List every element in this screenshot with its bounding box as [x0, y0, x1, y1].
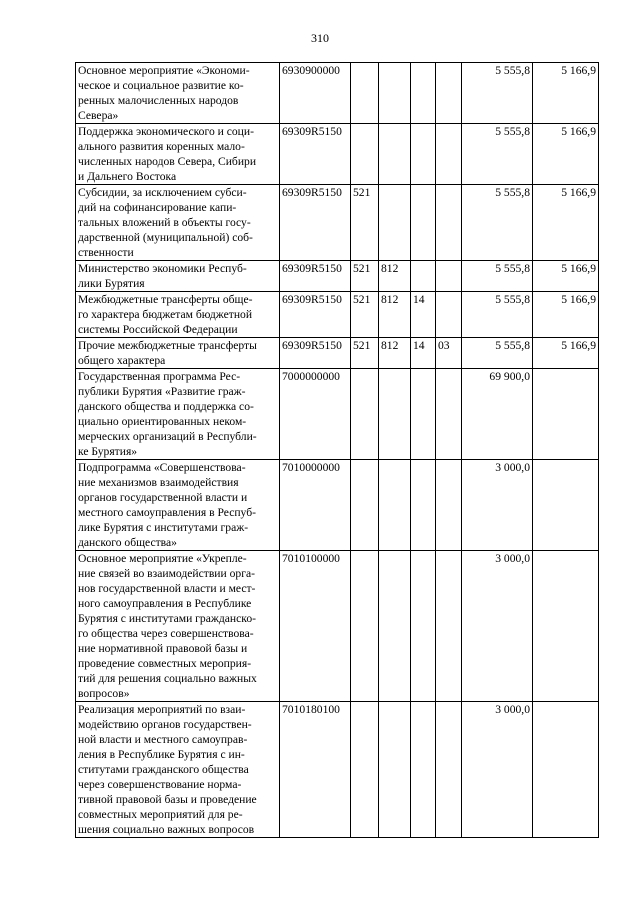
cell-item-name [76, 185, 280, 261]
cell-amount-1: 5 555,8 [462, 292, 533, 338]
item-name-line: ственности [78, 246, 134, 259]
cell-section [411, 185, 436, 261]
cell-target-article: 6930900000 [280, 63, 351, 124]
cell-expense-type [351, 551, 379, 702]
item-name-line: лике Бурятия с институтами граж- [78, 521, 249, 534]
item-name-line: дарственной (муниципальной) соб- [78, 231, 253, 244]
item-name-line: совместных мероприятий для ре- [78, 808, 243, 821]
item-name-line: численных народов Севера, Сибири [78, 155, 257, 168]
table-row [76, 460, 599, 551]
cell-expense-type: 521 [351, 261, 379, 292]
cell-item-name [76, 369, 280, 460]
cell-expense-type [351, 124, 379, 185]
cell-target-article: 69309R5150 [280, 185, 351, 261]
item-name-line: ние связей во взаимодействии орга- [78, 567, 255, 580]
item-name-line: публики Бурятия «Развитие граж- [78, 385, 246, 398]
cell-amount-1: 5 555,8 [462, 185, 533, 261]
item-name-line: ститутами гражданского общества [78, 763, 249, 776]
item-name-line: Основное мероприятие «Экономи- [78, 64, 250, 77]
item-name-line: общего характера [78, 354, 166, 367]
item-name-line: через совершенствование норма- [78, 778, 242, 791]
cell-ministry-code [379, 63, 411, 124]
item-name-line: ной власти и местного самоуправ- [78, 733, 248, 746]
cell-section: 14 [411, 338, 436, 369]
cell-subsection: 03 [436, 338, 462, 369]
cell-ministry-code [379, 124, 411, 185]
cell-expense-type: 521 [351, 292, 379, 338]
cell-expense-type: 521 [351, 338, 379, 369]
item-name-line: го характера бюджетам бюджетной [78, 308, 253, 321]
cell-target-article: 7000000000 [280, 369, 351, 460]
item-name-line: лики Бурятия [78, 277, 145, 290]
item-name-line: Субсидии, за исключением субси- [78, 186, 247, 199]
item-name-line: шения социально важных вопросов [78, 823, 255, 836]
table-row [76, 551, 599, 702]
item-name-line: органов государственной власти и [78, 491, 248, 504]
cell-expense-type [351, 460, 379, 551]
item-name-line: ренных малочисленных народов [78, 94, 239, 107]
cell-subsection [436, 460, 462, 551]
cell-amount-1: 5 555,8 [462, 124, 533, 185]
item-name-line: ления в Республике Бурятия с ин- [78, 748, 245, 761]
item-name-line: местного самоуправления в Респуб- [78, 506, 256, 519]
cell-section [411, 551, 436, 702]
table-row [76, 292, 599, 338]
cell-expense-type: 521 [351, 185, 379, 261]
table-body [76, 63, 599, 838]
cell-item-name [76, 338, 280, 369]
cell-subsection [436, 551, 462, 702]
cell-expense-type [351, 63, 379, 124]
cell-ministry-code: 812 [379, 292, 411, 338]
cell-ministry-code: 812 [379, 338, 411, 369]
cell-section [411, 460, 436, 551]
cell-amount-2: 5 166,9 [533, 185, 599, 261]
item-name-line: тий для решения социально важных [78, 672, 257, 685]
table-row [76, 124, 599, 185]
page-number: 310 [311, 31, 329, 45]
item-name-line: ального развития коренных мало- [78, 140, 245, 153]
item-name-line: системы Российской Федерации [78, 323, 238, 336]
cell-amount-1: 5 555,8 [462, 338, 533, 369]
item-name-line: Подпрограмма «Совершенствова- [78, 461, 246, 474]
cell-section: 14 [411, 292, 436, 338]
cell-subsection [436, 63, 462, 124]
cell-expense-type [351, 369, 379, 460]
item-name-line: циально ориентированных неком- [78, 415, 247, 428]
item-name-line: Реализация мероприятий по взаи- [78, 703, 246, 716]
cell-amount-2 [533, 460, 599, 551]
item-name-line: Поддержка экономического и соци- [78, 125, 254, 138]
item-name-line: Основное мероприятие «Укрепле- [78, 552, 247, 565]
cell-amount-2: 5 166,9 [533, 261, 599, 292]
item-name-line: Прочие межбюджетные трансферты [78, 339, 257, 352]
cell-item-name [76, 63, 280, 124]
cell-item-name [76, 124, 280, 185]
cell-subsection [436, 124, 462, 185]
cell-amount-1: 3 000,0 [462, 551, 533, 702]
item-name-line: данского общества и поддержка со- [78, 400, 254, 413]
cell-amount-1: 3 000,0 [462, 460, 533, 551]
cell-amount-1: 69 900,0 [462, 369, 533, 460]
cell-section [411, 702, 436, 838]
item-name-line: нов государственной власти и мест- [78, 582, 256, 595]
table-row [76, 261, 599, 292]
cell-subsection [436, 261, 462, 292]
cell-target-article: 7010100000 [280, 551, 351, 702]
item-name-line: ческое и социальное развитие ко- [78, 79, 244, 92]
table-row [76, 702, 599, 838]
cell-ministry-code [379, 185, 411, 261]
item-name-line: ние нормативной правовой базы и [78, 642, 248, 655]
cell-ministry-code [379, 702, 411, 838]
item-name-line: дий на софинансирование капи- [78, 201, 237, 214]
cell-item-name [76, 551, 280, 702]
table-row [76, 338, 599, 369]
cell-expense-type [351, 702, 379, 838]
cell-item-name [76, 460, 280, 551]
cell-section [411, 63, 436, 124]
cell-target-article: 69309R5150 [280, 292, 351, 338]
cell-amount-1: 5 555,8 [462, 63, 533, 124]
cell-amount-2 [533, 369, 599, 460]
cell-subsection [436, 369, 462, 460]
cell-subsection [436, 185, 462, 261]
cell-ministry-code [379, 369, 411, 460]
item-name-line: Министерство экономики Респуб- [78, 262, 247, 275]
item-name-line: ние механизмов взаимодействия [78, 476, 239, 489]
cell-amount-2 [533, 702, 599, 838]
budget-table [75, 62, 599, 838]
cell-target-article: 69309R5150 [280, 124, 351, 185]
item-name-line: проведение совместных мероприя- [78, 657, 252, 670]
cell-amount-1: 5 555,8 [462, 261, 533, 292]
item-name-line: тальных вложений в объекты госу- [78, 216, 251, 229]
cell-target-article: 69309R5150 [280, 261, 351, 292]
cell-ministry-code [379, 551, 411, 702]
cell-ministry-code: 812 [379, 261, 411, 292]
cell-item-name [76, 261, 280, 292]
item-name-line: тивной правовой базы и проведение [78, 793, 257, 806]
table-row [76, 185, 599, 261]
cell-section [411, 124, 436, 185]
cell-section [411, 369, 436, 460]
table-row [76, 369, 599, 460]
table-row [76, 63, 599, 124]
item-name-line: ке Бурятия» [78, 445, 138, 458]
cell-item-name [76, 292, 280, 338]
item-name-line: Межбюджетные трансферты обще- [78, 293, 253, 306]
cell-amount-2: 5 166,9 [533, 338, 599, 369]
cell-item-name [76, 702, 280, 838]
item-name-line: и Дальнего Востока [78, 170, 177, 183]
item-name-line: мерческих организаций в Республи- [78, 430, 257, 443]
item-name-line: го общества через совершенствова- [78, 627, 254, 640]
cell-amount-2: 5 166,9 [533, 292, 599, 338]
cell-target-article: 7010000000 [280, 460, 351, 551]
item-name-line: вопросов» [78, 687, 130, 700]
cell-subsection [436, 702, 462, 838]
cell-amount-2 [533, 551, 599, 702]
item-name-line: модействию органов государствен- [78, 718, 252, 731]
cell-section [411, 261, 436, 292]
item-name-line: Бурятия с институтами гражданско- [78, 612, 256, 625]
cell-ministry-code [379, 460, 411, 551]
item-name-line: данского общества» [78, 536, 177, 549]
item-name-line: Государственная программа Рес- [78, 370, 241, 383]
cell-amount-2: 5 166,9 [533, 63, 599, 124]
cell-amount-1: 3 000,0 [462, 702, 533, 838]
cell-target-article: 69309R5150 [280, 338, 351, 369]
cell-target-article: 7010180100 [280, 702, 351, 838]
item-name-line: Севера» [78, 109, 119, 122]
cell-amount-2: 5 166,9 [533, 124, 599, 185]
cell-subsection [436, 292, 462, 338]
item-name-line: ного самоуправления в Республике [78, 597, 252, 610]
